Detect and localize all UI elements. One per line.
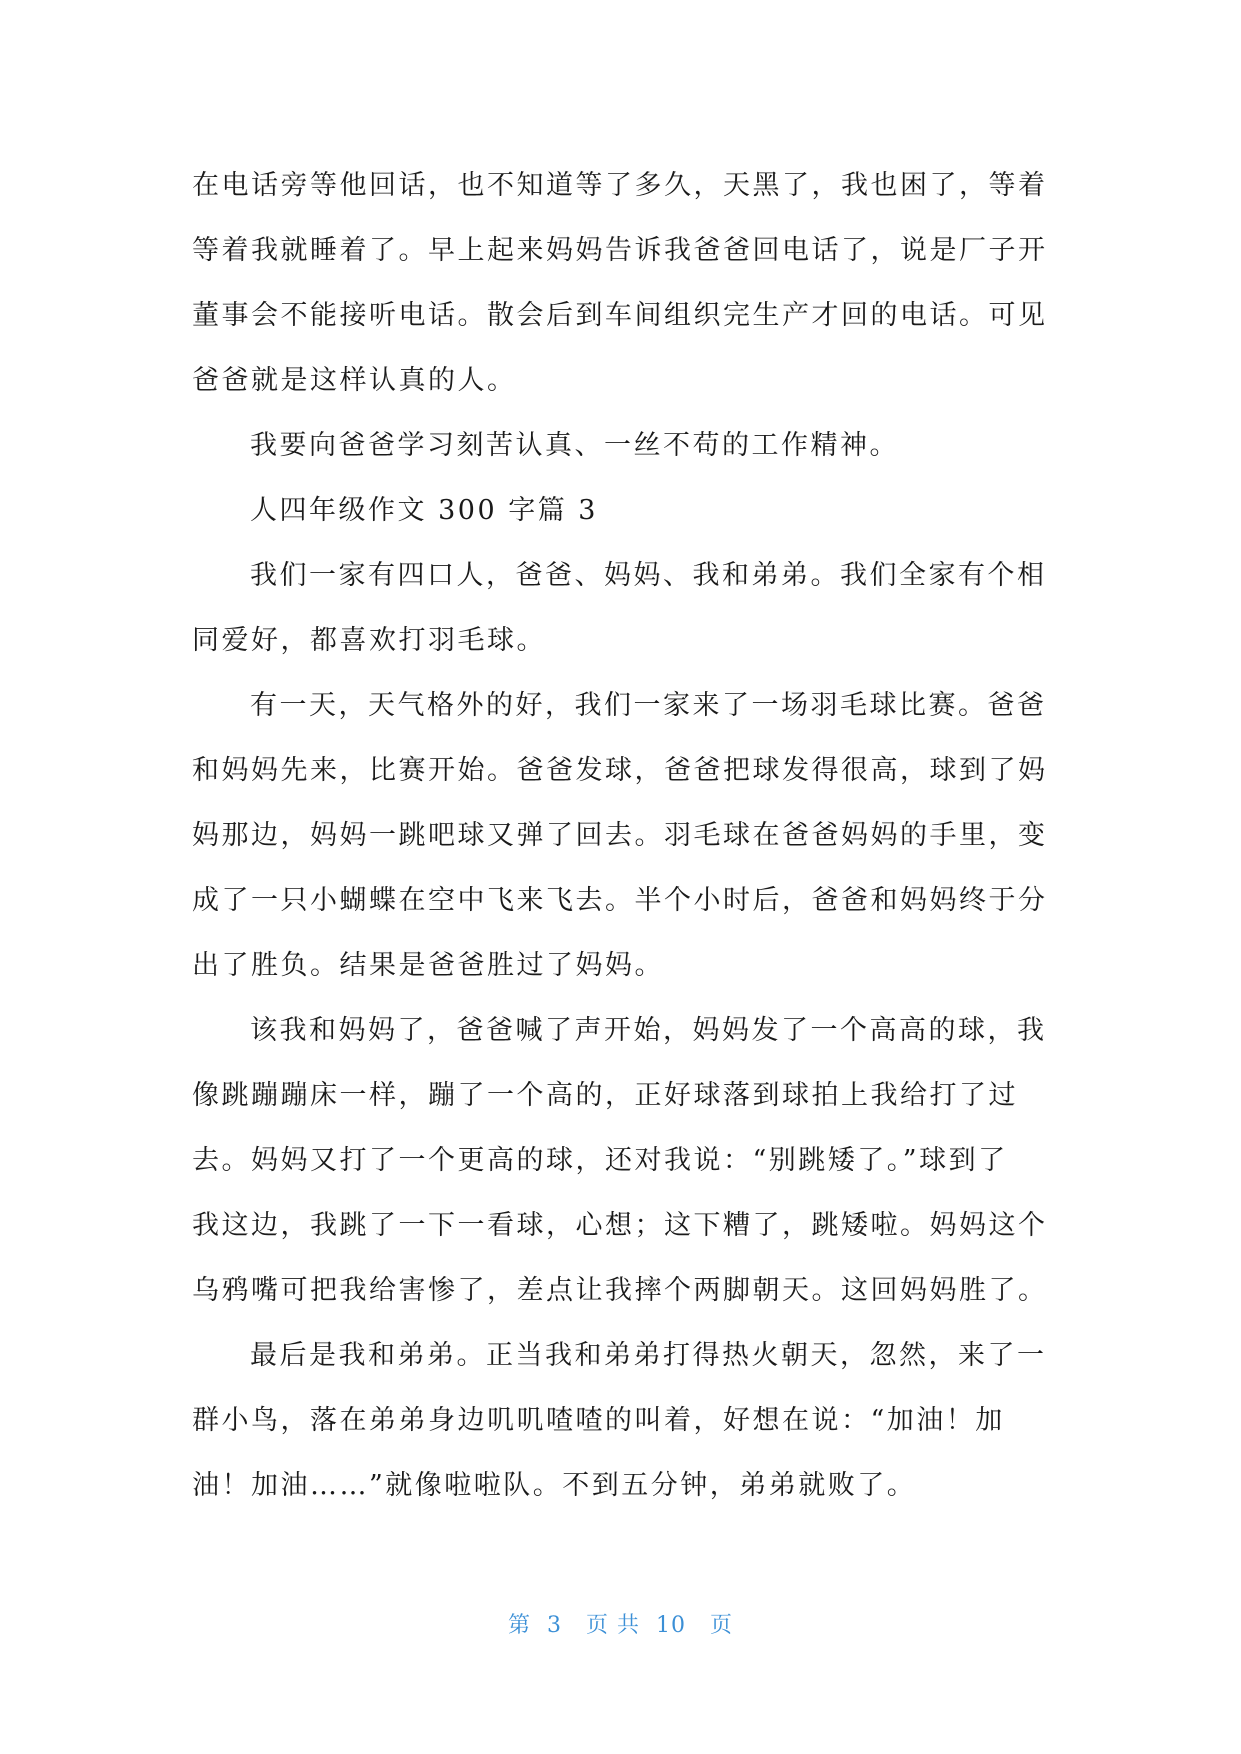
text-line: 最后是我和弟弟。正当我和弟弟打得热火朝天，忽然，来了一 xyxy=(250,1340,1047,1371)
text-line: 和妈妈先来，比赛开始。爸爸发球，爸爸把球发得很高，球到了妈 xyxy=(192,755,1048,786)
page-footer: 第 3 页 共 10 页 xyxy=(508,1613,733,1638)
text-line: 去。妈妈又打了一个更高的球，还对我说：“别跳矮了。”球到了 xyxy=(192,1145,1008,1176)
text-line: 我这边，我跳了一下一看球，心想；这下糟了，跳矮啦。妈妈这个 xyxy=(192,1210,1048,1241)
text-line: 等着我就睡着了。早上起来妈妈告诉我爸爸回电话了，说是厂子开 xyxy=(192,235,1048,266)
text-line: 同爱好，都喜欢打羽毛球。 xyxy=(192,625,546,656)
text-line: 我要向爸爸学习刻苦认真、一丝不苟的工作精神。 xyxy=(250,430,899,461)
text-line: 像跳蹦蹦床一样，蹦了一个高的，正好球落到球拍上我给打了过 xyxy=(192,1080,1018,1111)
text-line: 油！加油……”就像啦啦队。不到五分钟，弟弟就败了。 xyxy=(192,1470,917,1501)
text-line: 出了胜负。结果是爸爸胜过了妈妈。 xyxy=(192,950,664,981)
text-line: 有一天，天气格外的好，我们一家来了一场羽毛球比赛。爸爸 xyxy=(250,690,1047,721)
section-heading: 人四年级作文 300 字篇 3 xyxy=(250,495,598,526)
body-text xyxy=(192,153,1052,1518)
text-line: 乌鸦嘴可把我给害惨了，差点让我摔个两脚朝天。这回妈妈胜了。 xyxy=(192,1275,1048,1306)
text-line: 该我和妈妈了，爸爸喊了声开始，妈妈发了一个高高的球，我 xyxy=(250,1015,1047,1046)
text-line: 群小鸟，落在弟弟身边叽叽喳喳的叫着，好想在说：“加油！加 xyxy=(192,1405,1005,1436)
text-line: 成了一只小蝴蝶在空中飞来飞去。半个小时后，爸爸和妈妈终于分 xyxy=(192,885,1048,916)
text-line: 我们一家有四口人，爸爸、妈妈、我和弟弟。我们全家有个相 xyxy=(250,560,1047,591)
text-line: 爸爸就是这样认真的人。 xyxy=(192,365,517,396)
text-line: 在电话旁等他回话，也不知道等了多久，天黑了，我也困了，等着 xyxy=(192,170,1048,201)
text-line: 妈那边，妈妈一跳吧球又弹了回去。羽毛球在爸爸妈妈的手里，变 xyxy=(192,820,1048,851)
text-line: 董事会不能接听电话。散会后到车间组织完生产才回的电话。可见 xyxy=(192,300,1048,331)
